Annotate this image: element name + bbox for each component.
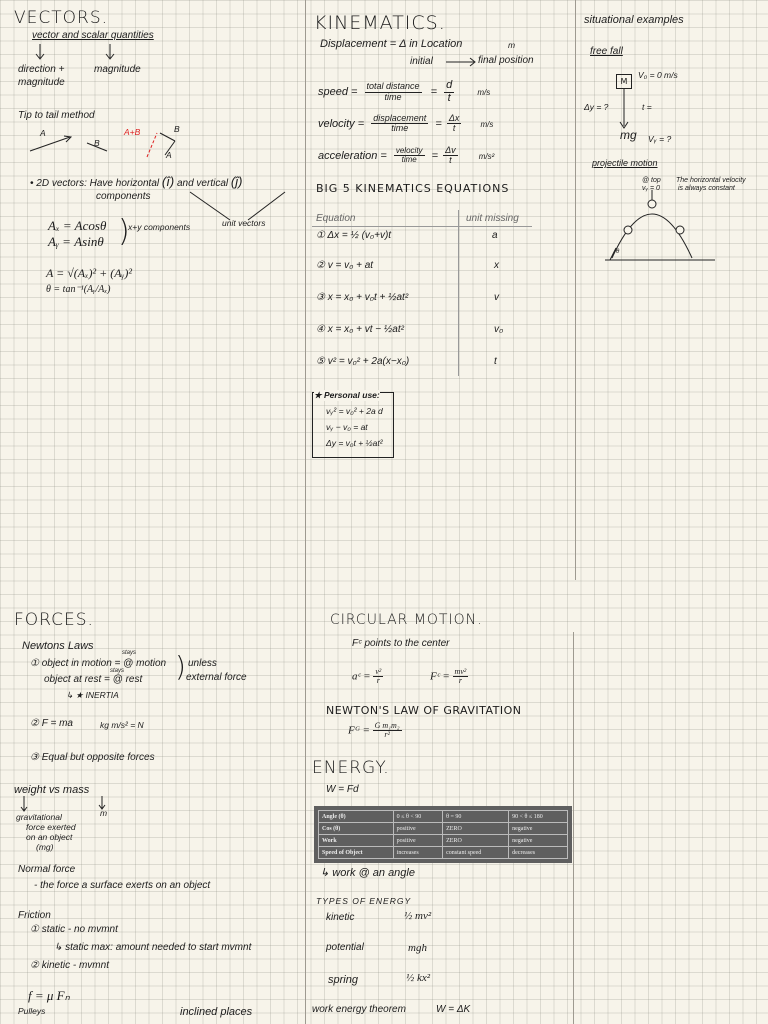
divider-kinematics-situational xyxy=(575,0,576,580)
ax-equation: Aₓ = Acosθ xyxy=(48,218,107,233)
vector-label-ab: A+B xyxy=(124,127,141,137)
table-header-cell: 90 < θ ≤ 180 xyxy=(509,811,568,823)
fc-den: r xyxy=(458,676,462,686)
components: components xyxy=(96,191,151,202)
table-header-cell: θ = 90 xyxy=(443,811,509,823)
tip-to-tail-title: Tip to tail method xyxy=(18,110,95,121)
big5-eq-5: ⑤ v² = v₀² + 2a(x−x₀) xyxy=(316,356,410,367)
pulleys: Pulleys xyxy=(18,1006,46,1016)
fc-fraction xyxy=(453,668,469,686)
velocity-label: velocity = xyxy=(318,117,365,130)
projectile-at-top: @ top xyxy=(642,177,661,184)
velocity-unit: m/s xyxy=(480,119,494,129)
free-fall-dy: Δy = ? xyxy=(584,102,609,112)
twod-vectors xyxy=(30,174,242,189)
vectors-direction: direction + xyxy=(18,64,65,75)
table-header-cell: 0 ≤ θ < 90 xyxy=(393,811,442,823)
law1-external: external force xyxy=(186,672,247,683)
projectile-note-1: The horizontal velocity xyxy=(676,177,746,184)
grav-2: force exerted xyxy=(26,822,76,832)
static-max: ↳ static max: amount needed to start mvmnt xyxy=(54,942,252,953)
displacement-unit: m xyxy=(508,40,516,50)
velocity-equals: = xyxy=(435,117,442,130)
ac-num: v² xyxy=(375,667,382,676)
big5-missing-2: x xyxy=(494,260,499,271)
projectile-title: projectile motion xyxy=(592,158,658,168)
kinematics-title: KINEMATICS. xyxy=(314,12,446,34)
fc-equation xyxy=(430,668,468,686)
vector-label-b: B xyxy=(94,138,100,148)
fc-label: Fᶜ = xyxy=(430,670,450,683)
vectors-subtitle: vector and scalar quantities xyxy=(32,30,154,41)
work-energy-theorem: work energy theorem xyxy=(312,1004,406,1015)
projectile-diagram xyxy=(580,190,720,266)
initial-label: initial xyxy=(410,56,433,67)
table-row xyxy=(319,811,568,823)
forces-title: FORCES. xyxy=(14,610,94,630)
work-at-angle: ↳ work @ an angle xyxy=(320,867,415,879)
energy-title: ENERGY. xyxy=(312,758,390,778)
vector-label-a: A xyxy=(40,128,46,138)
projectile-vy0: vᵧ = 0 xyxy=(642,185,660,192)
w-delta-k: W = ΔK xyxy=(436,1004,471,1015)
j-hat: (ĵ) xyxy=(230,174,243,189)
speed-equals: = xyxy=(430,85,438,98)
ac-equation xyxy=(352,668,383,686)
table-cell: negative xyxy=(509,835,568,847)
twod-text: • 2D vectors: Have horizontal xyxy=(30,178,160,189)
law1-brace: ) xyxy=(175,650,186,683)
velocity-dxt xyxy=(447,114,462,134)
fg-fraction xyxy=(373,722,402,740)
ay-equation: Aᵧ = Asinθ xyxy=(48,234,104,249)
energy-kinetic-eq: ½ mv² xyxy=(404,910,432,922)
work-table xyxy=(318,810,568,859)
vectors-magnitude-right: magnitude xyxy=(94,64,141,75)
a-magnitude: A = √(Aₓ)² + (Aᵧ)² xyxy=(46,266,132,280)
table-row xyxy=(319,823,568,835)
xy-components: x+y components xyxy=(128,222,191,232)
velocity-denominator: time xyxy=(391,123,409,134)
personal-eq-2: vᵧ − v₀ = at xyxy=(326,422,368,432)
ac-den: r xyxy=(376,676,380,686)
velocity-row xyxy=(318,114,493,134)
col-equation: Equation xyxy=(316,213,356,224)
free-fall-title: free fall xyxy=(590,46,623,57)
free-fall-mass-box: M xyxy=(616,74,632,89)
speed-fraction xyxy=(365,82,422,102)
law1b: object at rest = @ rest xyxy=(44,674,143,685)
acceleration-unit: m/s² xyxy=(478,151,495,161)
free-fall-vf: Vᵧ = ? xyxy=(648,134,672,144)
vectors-title: VECTORS. xyxy=(14,8,109,28)
fg-equation xyxy=(348,722,402,740)
table-cell: decreases xyxy=(509,847,568,859)
law1b-above: stays xyxy=(110,668,125,674)
vectors-arrows xyxy=(30,42,130,64)
law2: ② F = ma xyxy=(30,718,73,729)
friction-eq: f = μ Fₙ xyxy=(28,988,70,1003)
acceleration-denominator: time xyxy=(401,155,417,165)
big5-eq-1: ① Δx = ½ (v₀+v)t xyxy=(316,230,392,241)
final-label: final position xyxy=(478,55,534,66)
law3: ③ Equal but opposite forces xyxy=(30,752,155,763)
speed-row xyxy=(318,80,490,104)
acceleration-numerator: velocity xyxy=(395,146,423,156)
ac-fraction xyxy=(373,668,383,686)
fg-num: G m₁m₂ xyxy=(374,721,400,730)
i-hat: (î) xyxy=(161,174,175,189)
vectors-magnitude-left: magnitude xyxy=(18,77,65,88)
free-fall-v0: V₀ = 0 m/s xyxy=(638,70,678,80)
table-cell: negative xyxy=(509,823,568,835)
and-vertical: and vertical xyxy=(176,178,229,189)
law1a: ① object in motion = @ motion xyxy=(30,658,167,669)
projectile-theta: θ xyxy=(616,249,620,255)
big5-table-col-line xyxy=(458,210,459,376)
big5-title: BIG 5 KINEMATICS EQUATIONS xyxy=(316,182,510,195)
personal-eq-1: vᵧ² = v₀² + 2a d xyxy=(326,406,383,416)
acceleration-row xyxy=(318,146,494,166)
speed-unit: m/s xyxy=(477,87,491,97)
divider-vectors-kinematics xyxy=(305,0,306,1024)
big5-missing-5: t xyxy=(494,356,497,367)
big5-missing-4: v₀ xyxy=(494,324,504,335)
energy-potential: potential xyxy=(326,942,364,953)
speed-t: t xyxy=(447,91,451,104)
big5-missing-1: a xyxy=(492,230,498,241)
table-cell: positive xyxy=(393,835,442,847)
divider-circular-right xyxy=(573,632,574,1024)
kinetic-friction: ② kinetic - mvmnt xyxy=(30,960,109,971)
law1-above: stays xyxy=(122,650,137,656)
weight-vs-mass: weight vs mass xyxy=(14,784,90,796)
displacement-def: Displacement = Δ in Location xyxy=(320,38,463,50)
table-cell: ZERO xyxy=(443,835,509,847)
table-cell: constant speed xyxy=(443,847,509,859)
acceleration-label: acceleration = xyxy=(318,149,387,162)
big5-table-header-line xyxy=(312,226,532,227)
normal-force: Normal force xyxy=(18,864,76,875)
acceleration-dv: Δv xyxy=(445,145,456,155)
speed-label: speed = xyxy=(318,85,358,98)
law1-unless: unless xyxy=(188,658,217,669)
law1-inertia: ↳ ★ INERTIA xyxy=(66,690,119,700)
theta-equation: θ = tan⁻¹(Aᵧ/Aₓ) xyxy=(46,284,111,295)
free-fall-t: t = xyxy=(642,102,652,112)
table-cell: positive xyxy=(393,823,442,835)
ax-ay-brace: ) xyxy=(118,214,130,249)
fc-num: mv² xyxy=(454,667,467,676)
normal-desc: - the force a surface exerts on an object xyxy=(34,880,211,891)
fg-label: Fᴳ = xyxy=(348,724,370,737)
big5-eq-3: ③ x = x₀ + v₀t + ½at² xyxy=(316,292,409,303)
projectile-note-2: is always constant xyxy=(678,185,735,192)
gravitation-title: NEWTON'S LAW OF GRAVITATION xyxy=(326,704,522,717)
acceleration-fraction xyxy=(394,147,425,165)
table-row xyxy=(319,835,568,847)
table-cell: Cos (θ) xyxy=(319,823,394,835)
speed-d: d xyxy=(446,79,453,91)
vector-label-b2: B xyxy=(174,124,180,134)
energy-spring: spring xyxy=(328,974,358,986)
ac-label: aᶜ = xyxy=(352,670,371,683)
grav-3: on an object xyxy=(26,832,73,842)
table-header-cell: Angle (θ) xyxy=(319,811,394,823)
velocity-t: t xyxy=(452,123,456,134)
energy-spring-eq: ½ kx² xyxy=(406,972,431,984)
personal-use-title: ★ Personal use: xyxy=(314,390,380,400)
big5-eq-4: ④ x = x₀ + vt − ½at² xyxy=(316,324,404,335)
col-unit-missing: unit missing xyxy=(466,213,519,224)
fc-center: Fᶜ points to the center xyxy=(352,638,450,649)
free-fall-mg: mg xyxy=(620,128,637,142)
law2-units: kg m/s² = N xyxy=(100,720,144,730)
circular-title: CIRCULAR MOTION. xyxy=(330,612,483,628)
table-row xyxy=(319,847,568,859)
mass-m: m xyxy=(100,808,108,818)
work-angle-table xyxy=(314,806,572,863)
newtons-laws: Newtons Laws xyxy=(22,640,94,652)
speed-numerator: total distance xyxy=(366,81,420,92)
friction: Friction xyxy=(18,910,51,921)
speed-dt xyxy=(444,80,454,104)
table-cell: increases xyxy=(393,847,442,859)
free-fall-arrow xyxy=(618,88,630,130)
situational-title: situational examples xyxy=(584,14,684,26)
big5-eq-2: ② v = v₀ + at xyxy=(316,260,374,271)
energy-potential-eq: mgh xyxy=(408,942,427,954)
unit-vectors: unit vectors xyxy=(222,218,266,228)
w-fd: W = Fd xyxy=(326,784,359,795)
initial-final-arrow xyxy=(444,56,478,68)
acceleration-t: t xyxy=(449,155,452,166)
grav-1: gravitational xyxy=(16,812,62,822)
acceleration-equals: = xyxy=(431,149,439,162)
fg-den: r² xyxy=(384,730,390,740)
table-cell: Speed of Object xyxy=(319,847,394,859)
types-of-energy: TYPES OF ENERGY xyxy=(316,896,412,906)
grav-4: (mg) xyxy=(36,842,54,852)
inclined-places: inclined places xyxy=(180,1006,253,1018)
energy-kinetic: kinetic xyxy=(326,912,355,923)
velocity-fraction xyxy=(371,114,428,134)
table-cell: ZERO xyxy=(443,823,509,835)
velocity-dx: Δx xyxy=(448,113,460,123)
personal-eq-3: Δy = v₀t + ½at² xyxy=(326,438,383,448)
big5-missing-3: v xyxy=(494,292,499,303)
acceleration-dvt xyxy=(443,146,458,166)
speed-denominator: time xyxy=(384,91,402,102)
table-cell: Work xyxy=(319,835,394,847)
static-friction: ① static - no mvmnt xyxy=(30,924,118,935)
vector-label-a2: A xyxy=(166,150,172,160)
velocity-numerator: displacement xyxy=(373,113,427,123)
